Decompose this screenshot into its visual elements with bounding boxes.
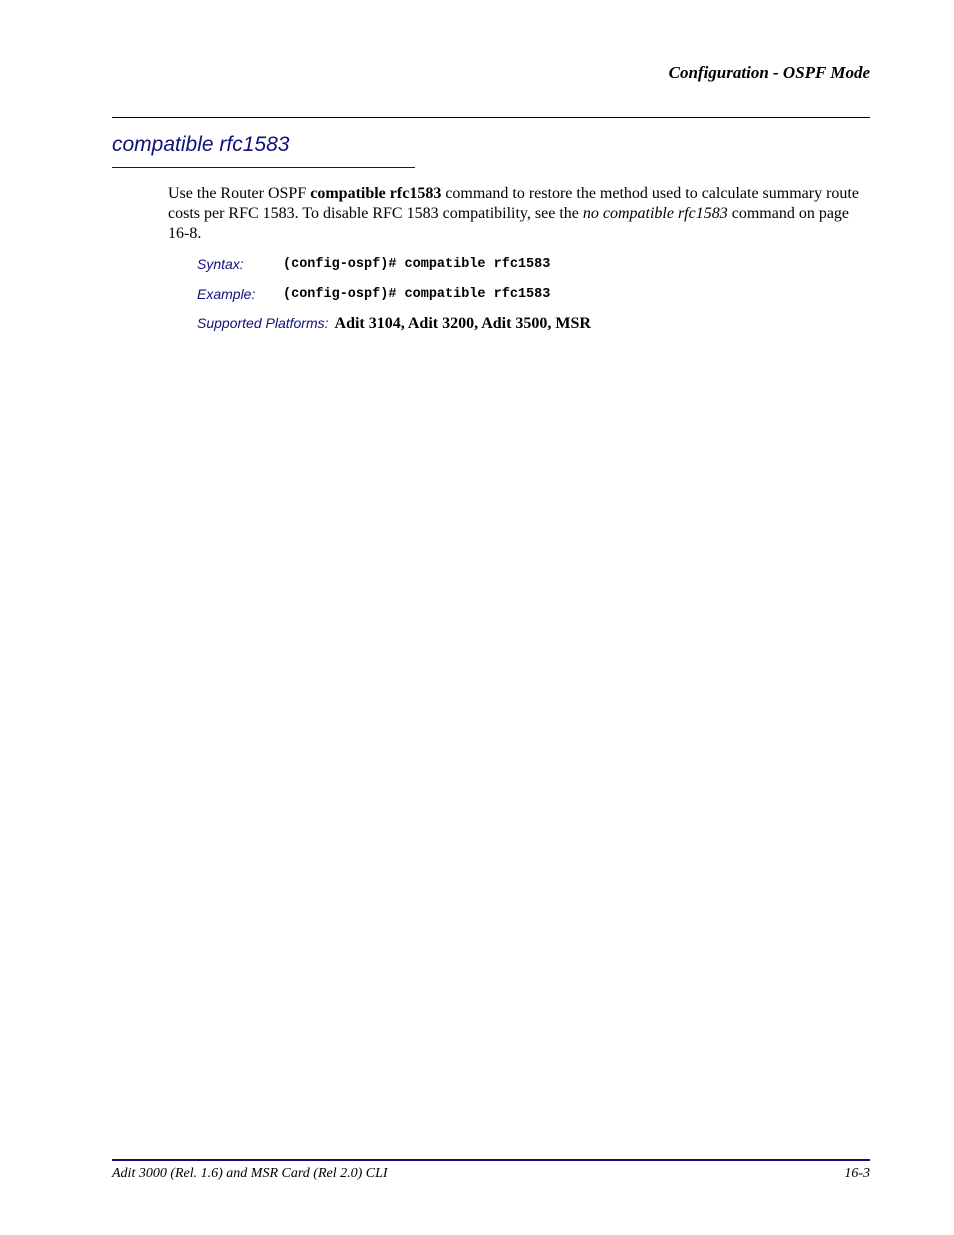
platforms-value: Adit 3104, Adit 3200, Adit 3500, MSR	[334, 315, 591, 332]
cross-reference: no compatible rfc1583	[582, 205, 728, 222]
syntax-code: (config-ospf)# compatible rfc1583	[283, 257, 551, 272]
running-header: Configuration - OSPF Mode	[668, 63, 870, 82]
description-text: command to restore the method used to calculate summary route costs per RFC 1583. To disable RFC 1583 compatibility, see the	[168, 185, 859, 222]
syntax-row	[197, 256, 244, 274]
section-title: compatible rfc1583	[112, 133, 290, 156]
footer-document-title: Adit 3000 (Rel. 1.6) and MSR Card (Rel 2.0) CLI	[112, 1166, 388, 1181]
command-name: compatible rfc1583	[310, 185, 442, 202]
description-paragraph	[168, 184, 870, 244]
header-divider	[112, 117, 870, 118]
example-row	[197, 286, 255, 304]
platforms-row	[197, 315, 591, 333]
example-label: Example:	[197, 286, 256, 302]
platforms-label: Supported Platforms:	[197, 315, 329, 331]
syntax-label: Syntax:	[197, 256, 244, 272]
footer-divider	[112, 1159, 870, 1161]
description-text: command on page 16-8.	[168, 205, 850, 242]
description-text: Use the Router OSPF	[168, 185, 311, 202]
page-number: 16-3	[844, 1166, 870, 1181]
title-underline	[112, 167, 415, 168]
example-code: (config-ospf)# compatible rfc1583	[283, 287, 551, 302]
